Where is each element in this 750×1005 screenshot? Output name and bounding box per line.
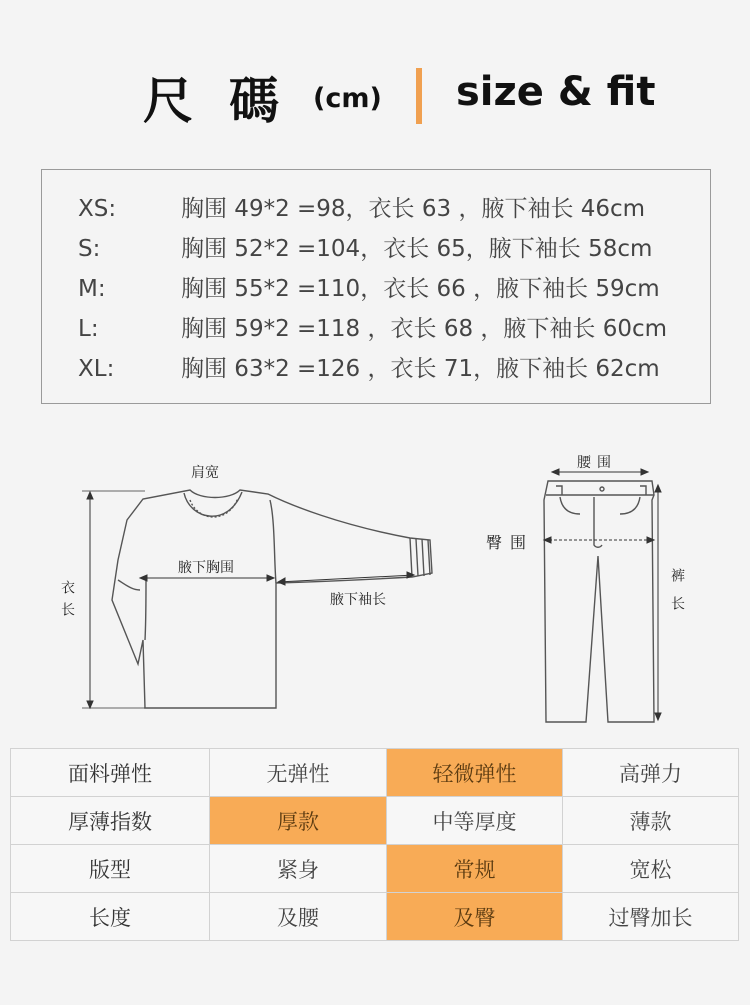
table-row: [11, 749, 739, 797]
size-label: L:: [78, 316, 99, 342]
size-label: M:: [78, 276, 106, 302]
pants-diagram: [544, 481, 654, 722]
fabric-attribute-table: [10, 748, 739, 941]
attribute-option: 及腰: [210, 893, 387, 941]
title-unit: (cm): [313, 83, 382, 114]
pants-outline: [544, 481, 654, 722]
chest-label: 腋下胸围: [178, 560, 234, 576]
size-measurements: 胸围 63*2 =126 ，衣长 71，腋下袖长 62cm: [181, 356, 660, 382]
attribute-option-selected: 及臀: [387, 893, 563, 941]
size-measurements: 胸围 55*2 =110，衣长 66 ，腋下袖长 59cm: [181, 276, 660, 302]
attribute-option-selected: 轻微弹性: [387, 749, 563, 797]
size-measurements: 胸围 52*2 =104，衣长 65，腋下袖长 58cm: [181, 236, 653, 262]
attribute-option: 过臀加长: [563, 893, 739, 941]
shirt-collar: [184, 492, 242, 516]
attribute-option: 薄款: [563, 797, 739, 845]
attribute-option: 无弹性: [210, 749, 387, 797]
pants-measure-lines: [544, 469, 661, 720]
attribute-option-selected: 厚款: [210, 797, 387, 845]
attribute-option: 宽松: [563, 845, 739, 893]
attribute-option: 中等厚度: [387, 797, 563, 845]
hip-label: 臀围: [486, 533, 535, 552]
size-label: S:: [78, 236, 101, 262]
table-row: [11, 893, 739, 941]
attribute-option: 紧身: [210, 845, 387, 893]
attribute-name: 长度: [11, 893, 210, 941]
title-english: size & fit: [456, 69, 656, 115]
table-row: [11, 797, 739, 845]
attribute-option-selected: 常规: [387, 845, 563, 893]
shoulder-label: 肩宽: [191, 465, 219, 481]
attribute-name: 版型: [11, 845, 210, 893]
title-chinese: 尺碼: [143, 72, 315, 130]
size-label: XL:: [78, 356, 115, 382]
attribute-name: 厚薄指数: [11, 797, 210, 845]
size-measurements: 胸围 49*2 =98，衣长 63 ，腋下袖长 46cm: [181, 196, 646, 222]
shirt-length-label: 衣长: [59, 580, 75, 624]
attribute-option: 高弹力: [563, 749, 739, 797]
size-label: XS:: [78, 196, 117, 222]
waist-label: 腰围: [577, 455, 617, 471]
pants-length-label: 裤长: [669, 568, 685, 624]
sleeve-label: 腋下袖长: [330, 592, 386, 608]
table-row: [11, 845, 739, 893]
size-measurements: 胸围 59*2 =118 ，衣长 68 ，腋下袖长 60cm: [181, 316, 668, 342]
attribute-name: 面料弹性: [11, 749, 210, 797]
